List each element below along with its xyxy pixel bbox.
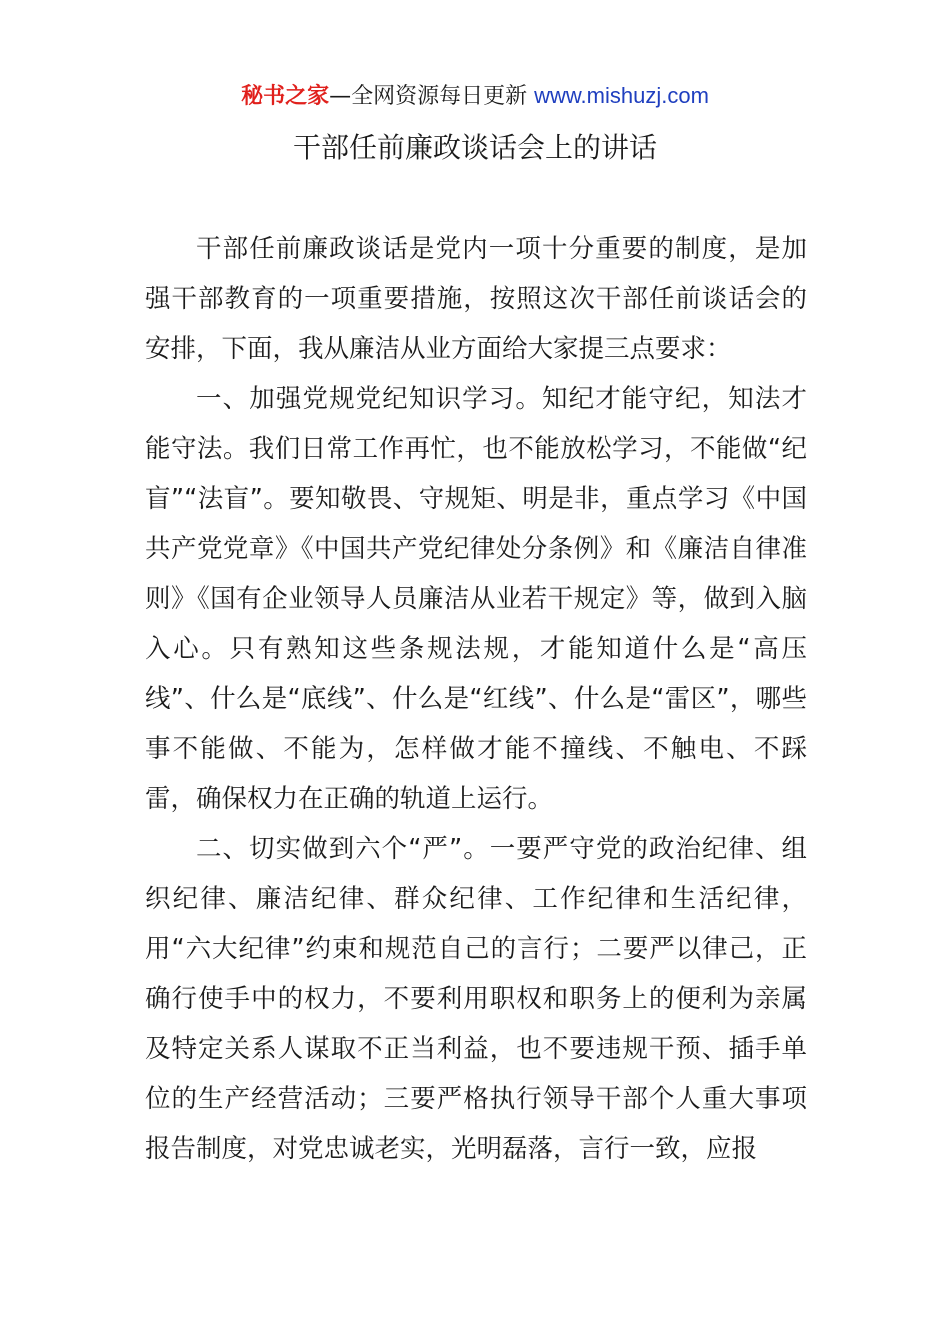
paragraph-point-two: 二、切实做到六个“严”。一要严守党的政治纪律、组织纪律、廉洁纪律、群众纪律、工作纪律和生活纪律，用“六大纪律”约束和规范自己的言行；二要严以律己，正确行使手中的权力，不要利用职权和职务上的便利为亲属及特定关系人谋取不正当利益，也不要违规干预、插手单位的生产经营活动；三要严格执行领导干部个人重大事项报告制度，对党忠诚老实，光明磊落，言行一致，应报 <box>145 834 807 1164</box>
document-title: 干部任前廉政谈话会上的讲话 <box>292 131 657 164</box>
site-url-link[interactable]: www.mishuzj.com <box>534 83 709 108</box>
site-tagline: —全网资源每日更新 <box>329 84 528 109</box>
site-brand: 秘书之家 <box>241 84 330 109</box>
document-body <box>145 224 807 1174</box>
paragraph-intro: 干部任前廉政谈话是党内一项十分重要的制度，是加强干部教育的一项重要措施，按照这次干部任前谈话会的安排，下面，我从廉洁从业方面给大家提三点要求： <box>145 234 807 364</box>
paragraph-point-one: 一、加强党规党纪知识学习。知纪才能守纪，知法才能守法。我们日常工作再忙，也不能放松学习，不能做“纪盲”“法盲”。要知敬畏、守规矩、明是非，重点学习《中国共产党党章》《中国共产党纪律处分条例》和《廉洁自律准则》《国有企业领导人员廉洁从业若干规定》等，做到入脑入心。只有熟知这些条规法规，才能知道什么是“高压线”、什么是“底线”、什么是“红线”、什么是“雷区”，哪些事不能做、不能为，怎样做才能不撞线、不触电、不踩雷，确保权力在正确的轨道上运行。 <box>145 384 807 814</box>
site-banner <box>0 80 950 113</box>
